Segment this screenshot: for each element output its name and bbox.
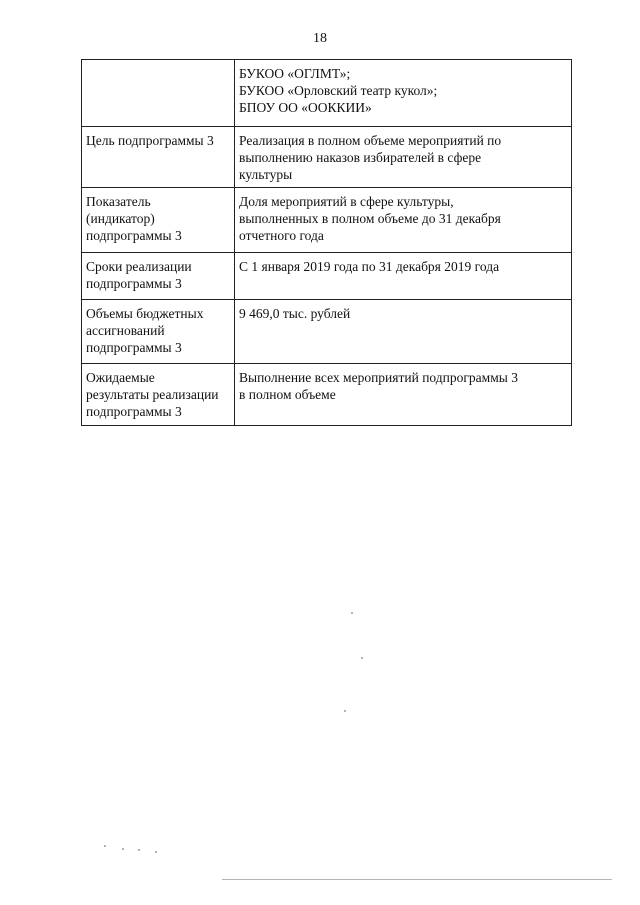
label-line: ассигнований — [86, 323, 165, 338]
row-value-expected-results — [235, 364, 572, 426]
label-line: Цель подпрограммы 3 — [86, 133, 214, 148]
label-line: подпрограммы 3 — [86, 340, 182, 355]
value-line: отчетного года — [239, 228, 324, 243]
label-line: Сроки реализации — [86, 259, 192, 274]
value-line: в полном объеме — [239, 387, 336, 402]
row-value-goal — [235, 127, 572, 188]
label-line: подпрограммы 3 — [86, 228, 182, 243]
value-line: С 1 января 2019 года по 31 декабря 2019 года — [239, 259, 500, 274]
row-value-executors — [235, 60, 572, 127]
label-line: Показатель — [86, 194, 151, 209]
page-number: 18 — [313, 31, 327, 46]
label-line: (индикатор) — [86, 211, 155, 226]
table-row-timeframe — [82, 253, 572, 300]
scan-speck — [138, 849, 140, 851]
table-row-goal — [82, 127, 572, 188]
scan-speck — [104, 845, 106, 847]
subprogram-passport-table — [81, 59, 572, 426]
row-value-indicator — [235, 188, 572, 253]
table-row-executors — [82, 60, 572, 127]
scan-edge-line — [222, 879, 612, 880]
value-line: Доля мероприятий в сфере культуры, — [239, 194, 454, 209]
row-label-executors — [82, 60, 235, 127]
table-row-expected-results — [82, 364, 572, 426]
row-value-timeframe — [235, 253, 572, 300]
row-label-budget — [82, 300, 235, 364]
row-label-expected-results — [82, 364, 235, 426]
label-line: Ожидаемые — [86, 370, 155, 385]
label-line: результаты реализации — [86, 387, 219, 402]
scan-speck — [155, 851, 157, 853]
row-label-goal — [82, 127, 235, 188]
value-line: культуры — [239, 167, 293, 182]
row-label-indicator — [82, 188, 235, 253]
scan-speck — [351, 612, 353, 614]
row-label-timeframe — [82, 253, 235, 300]
label-line: подпрограммы 3 — [86, 404, 182, 419]
value-line: БУКОО «ОГЛМТ»; — [239, 66, 351, 81]
table-row-indicator — [82, 188, 572, 253]
value-line: Выполнение всех мероприятий подпрограммы 3 — [239, 370, 518, 385]
scan-speck — [344, 710, 346, 712]
value-line: выполнению наказов избирателей в сфере — [239, 150, 482, 165]
table-row-budget — [82, 300, 572, 364]
value-line: 9 469,0 тыс. рублей — [239, 306, 351, 321]
value-line: БПОУ ОО «ООККИИ» — [239, 100, 372, 115]
row-value-budget — [235, 300, 572, 364]
value-line: выполненных в полном объеме до 31 декабря — [239, 211, 501, 226]
value-line: Реализация в полном объеме мероприятий по — [239, 133, 502, 148]
scan-speck — [122, 848, 124, 850]
value-line: БУКОО «Орловский театр кукол»; — [239, 83, 438, 98]
label-line: Объемы бюджетных — [86, 306, 204, 321]
label-line: подпрограммы 3 — [86, 276, 182, 291]
scan-speck — [361, 657, 363, 659]
